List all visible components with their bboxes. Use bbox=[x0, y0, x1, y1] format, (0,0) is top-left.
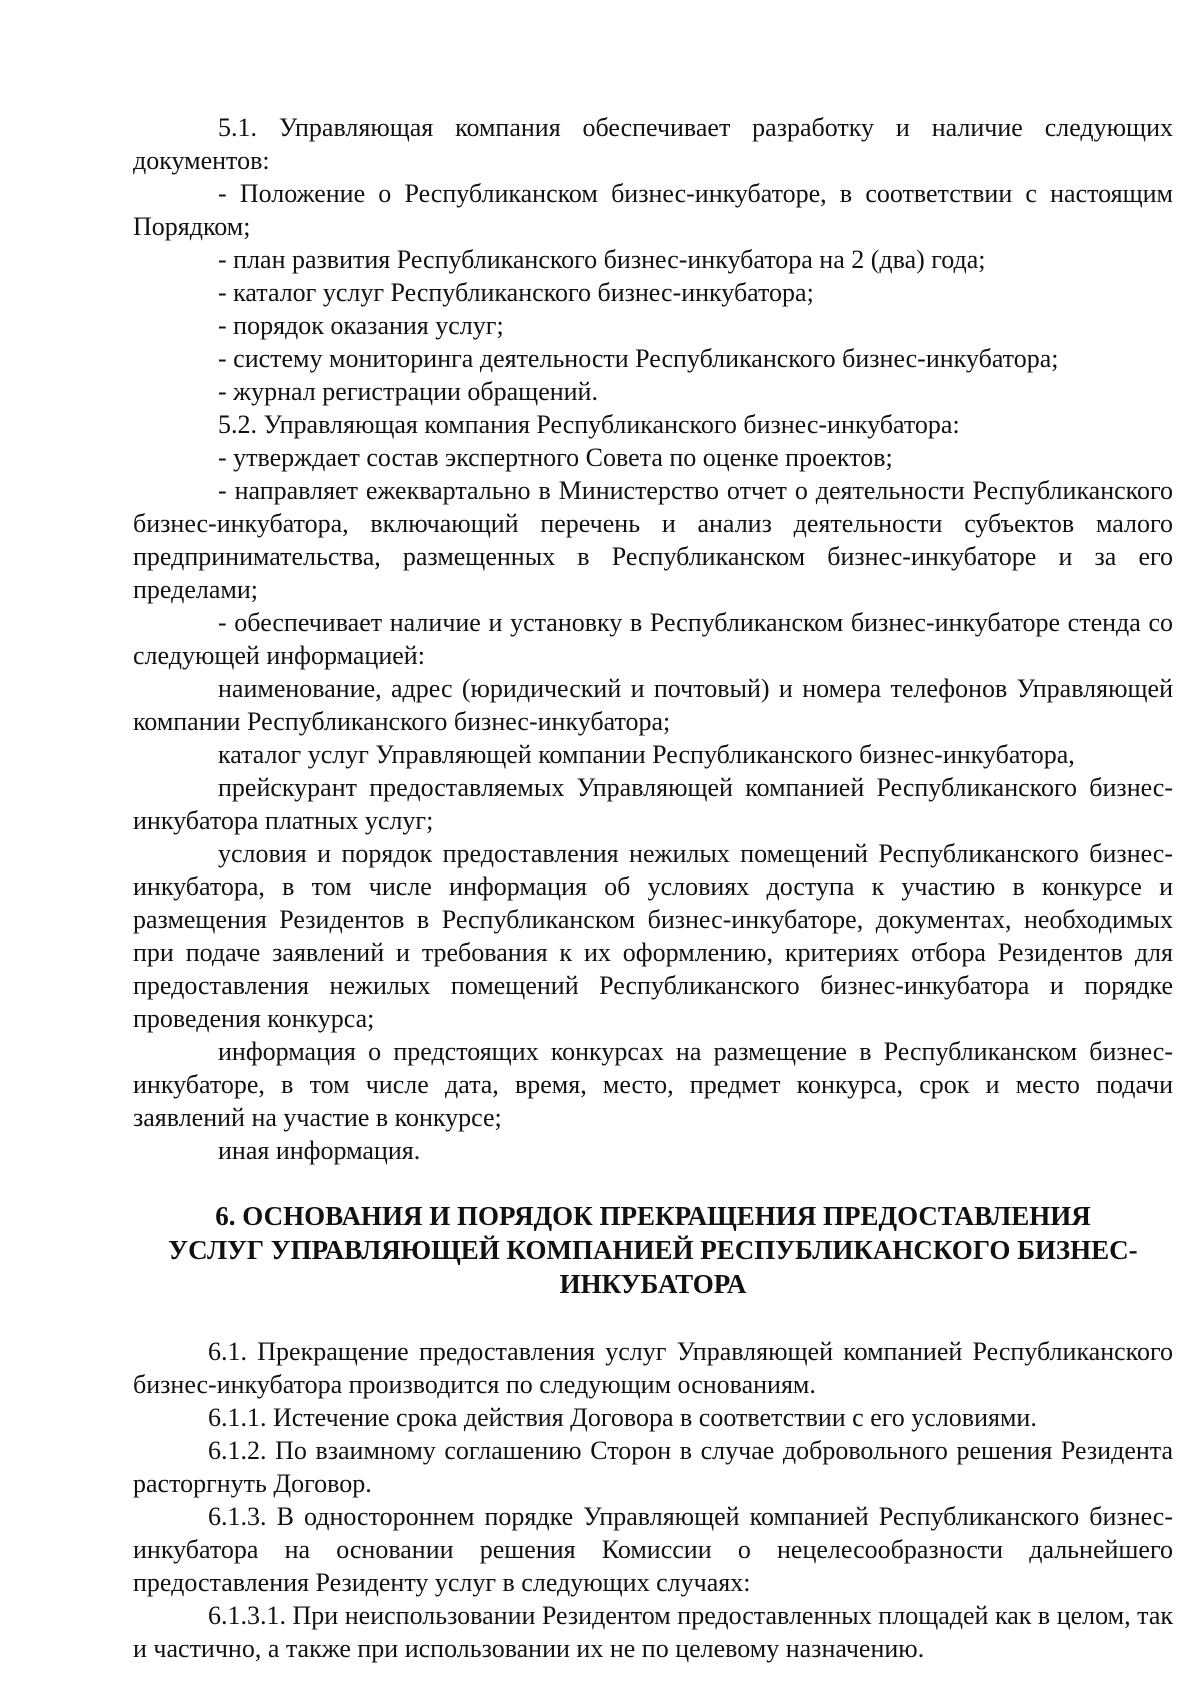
paragraph-5-2: 5.2. Управляющая компания Республиканского бизнес-инкубатора: bbox=[218, 410, 960, 439]
stand-item-price-list: прейскурант предоставляемых Управляющей компанией Республиканского бизнес-инкубатора платных услуг; bbox=[133, 773, 1173, 835]
list-item-monitoring-system: - систему мониторинга деятельности Республиканского бизнес-инкубатора; bbox=[218, 344, 1059, 373]
list-item-quarterly-report: - направляет ежеквартально в Министерство отчет о деятельности Республиканского бизнес-инкубатора, включающий перечень и анализ деятельности субъектов малого предпринимательства, размещенных в Республиканском бизнес-инкубаторе и за его пределами; bbox=[133, 476, 1173, 604]
paragraph-5-1: 5.1. Управляющая компания обеспечивает разработку и наличие следующих документов: bbox=[133, 113, 1173, 175]
paragraph-6-1-2: 6.1.2. По взаимному соглашению Сторон в случае добровольного решения Резидента расторгнуть Договор. bbox=[133, 1436, 1173, 1498]
paragraph-6-1: 6.1. Прекращение предоставления услуг Управляющей компанией Республиканского бизнес-инкубатора производится по следующим основаниям. bbox=[133, 1337, 1173, 1399]
list-item-service-catalog: - каталог услуг Республиканского бизнес-инкубатора; bbox=[218, 278, 814, 307]
document-body bbox=[133, 111, 1173, 1665]
paragraph-6-1-3: 6.1.3. В одностороннем порядке Управляющей компанией Республиканского бизнес-инкубатора на основании решения Комиссии о нецелесообразности дальнейшего предоставления Резиденту услуг в следующих случаях: bbox=[133, 1502, 1173, 1597]
list-item-registration-journal: - журнал регистрации обращений. bbox=[218, 377, 598, 406]
paragraph-6-1-3-1: 6.1.3.1. При неиспользовании Резидентом предоставленных площадей как в целом, так и частично, а также при использовании их не по целевому назначению. bbox=[133, 1601, 1173, 1663]
section-6-heading-line-3: ИНКУБАТОРА bbox=[559, 1269, 747, 1299]
stand-item-other-info: иная информация. bbox=[218, 1136, 421, 1165]
stand-item-name-address: наименование, адрес (юридический и почтовый) и номера телефонов Управляющей компании Республиканского бизнес-инкубатора; bbox=[133, 674, 1173, 736]
stand-item-service-catalog: каталог услуг Управляющей компании Республиканского бизнес-инкубатора, bbox=[218, 740, 1075, 769]
section-6-heading-line-2: УСЛУГ УПРАВЛЯЮЩЕЙ КОМПАНИЕЙ РЕСПУБЛИКАНСКОГО БИЗНЕС- bbox=[168, 1235, 1138, 1265]
paragraph-6-1-1: 6.1.1. Истечение срока действия Договора в соответствии с его условиями. bbox=[208, 1403, 1037, 1432]
list-item-development-plan: - план развития Республиканского бизнес-инкубатора на 2 (два) года; bbox=[218, 245, 986, 274]
section-6-heading bbox=[133, 1199, 1173, 1301]
list-item-expert-council: - утверждает состав экспертного Совета по оценке проектов; bbox=[218, 443, 893, 472]
stand-item-premises-conditions: условия и порядок предоставления нежилых помещений Республиканского бизнес-инкубатора, в том числе информация об условиях доступа к участию в конкурсе и размещения Резидентов в Республиканском бизнес-инкубаторе, документах, необходимых при подаче заявлений и требования к их оформлению, критериях отбора Резидентов для предоставления нежилых помещений Республиканского бизнес-инкубатора и порядке проведения конкурса; bbox=[133, 839, 1173, 1033]
stand-item-upcoming-contests: информация о предстоящих конкурсах на размещение в Республиканском бизнес-инкубаторе, в том числе дата, время, место, предмет конкурса, срок и место подачи заявлений на участие в конкурсе; bbox=[133, 1037, 1173, 1132]
list-item-info-stand: - обеспечивает наличие и установку в Республиканском бизнес-инкубаторе стенда со следующей информацией: bbox=[133, 608, 1173, 670]
list-item-regulation: - Положение о Республиканском бизнес-инкубаторе, в соответствии с настоящим Порядком; bbox=[133, 179, 1173, 241]
section-6-heading-line-1: 6. ОСНОВАНИЯ И ПОРЯДОК ПРЕКРАЩЕНИЯ ПРЕДОСТАВЛЕНИЯ bbox=[215, 1201, 1091, 1231]
list-item-service-procedure: - порядок оказания услуг; bbox=[218, 311, 504, 340]
